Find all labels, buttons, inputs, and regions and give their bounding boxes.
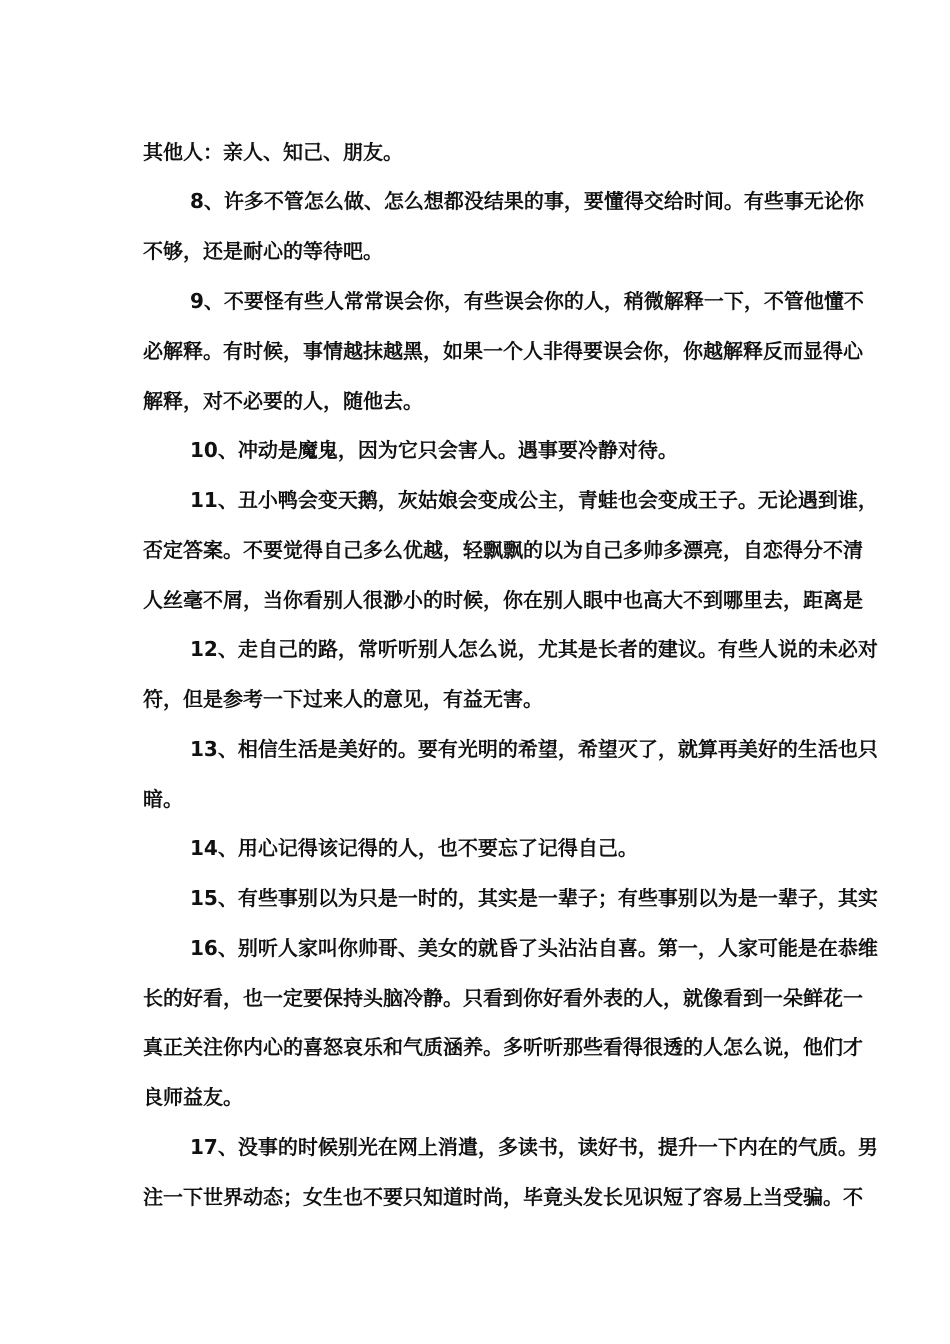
text-line-8: 11、丑小鸭会变天鹅，灰姑娘会变成公主，青蛙也会变成王子。无论遇到谁， — [190, 488, 878, 512]
text-line-9: 否定答案。不要觉得自己多么优越，轻飘飘的以为自己多帅多漂亮，自恋得分不清 — [143, 538, 863, 562]
text-line-10: 人丝毫不屑，当你看别人很渺小的时候，你在别人眼中也高大不到哪里去，距离是 — [143, 588, 863, 612]
text-line-4: 9、不要怪有些人常常误会你，有些误会你的人，稍微解释一下，不管他懂不 — [190, 289, 864, 313]
text-line-15: 14、用心记得该记得的人，也不要忘了记得自己。 — [190, 836, 638, 860]
text-line-17: 16、别听人家叫你帅哥、美女的就昏了头沾沾自喜。第一，人家可能是在恭维 — [190, 936, 878, 960]
text-line-1: 其他人：亲人、知己、朋友。 — [143, 140, 403, 164]
text-line-21: 17、没事的时候别光在网上消遣，多读书，读好书，提升一下内在的气质。男 — [190, 1135, 878, 1159]
text-line-11: 12、走自己的路，常听听别人怎么说，尤其是长者的建议。有些人说的未必对 — [190, 637, 878, 661]
text-line-3: 不够，还是耐心的等待吧。 — [143, 239, 383, 263]
text-line-19: 真正关注你内心的喜怒哀乐和气质涵养。多听听那些看得很透的人怎么说，他们才 — [143, 1035, 863, 1059]
text-line-2: 8、许多不管怎么做、怎么想都没结果的事，要懂得交给时间。有些事无论你 — [190, 189, 864, 213]
text-line-5: 必解释。有时候，事情越抹越黑，如果一个人非得要误会你，你越解释反而显得心 — [143, 339, 863, 363]
text-line-16: 15、有些事别以为只是一时的，其实是一辈子；有些事别以为是一辈子，其实 — [190, 886, 878, 910]
text-line-7: 10、冲动是魔鬼，因为它只会害人。遇事要冷静对待。 — [190, 438, 678, 462]
text-line-18: 长的好看，也一定要保持头脑冷静。只看到你好看外表的人，就像看到一朵鲜花一 — [143, 986, 863, 1010]
text-line-22: 注一下世界动态；女生也不要只知道时尚，毕竟头发长见识短了容易上当受骗。不 — [143, 1185, 863, 1209]
text-line-13: 13、相信生活是美好的。要有光明的希望，希望灭了，就算再美好的生活也只 — [190, 737, 878, 761]
text-line-6: 解释，对不必要的人，随他去。 — [143, 389, 423, 413]
text-line-12: 符，但是参考一下过来人的意见，有益无害。 — [143, 687, 543, 711]
text-line-20: 良师益友。 — [143, 1085, 243, 1109]
text-line-14: 暗。 — [143, 787, 183, 811]
